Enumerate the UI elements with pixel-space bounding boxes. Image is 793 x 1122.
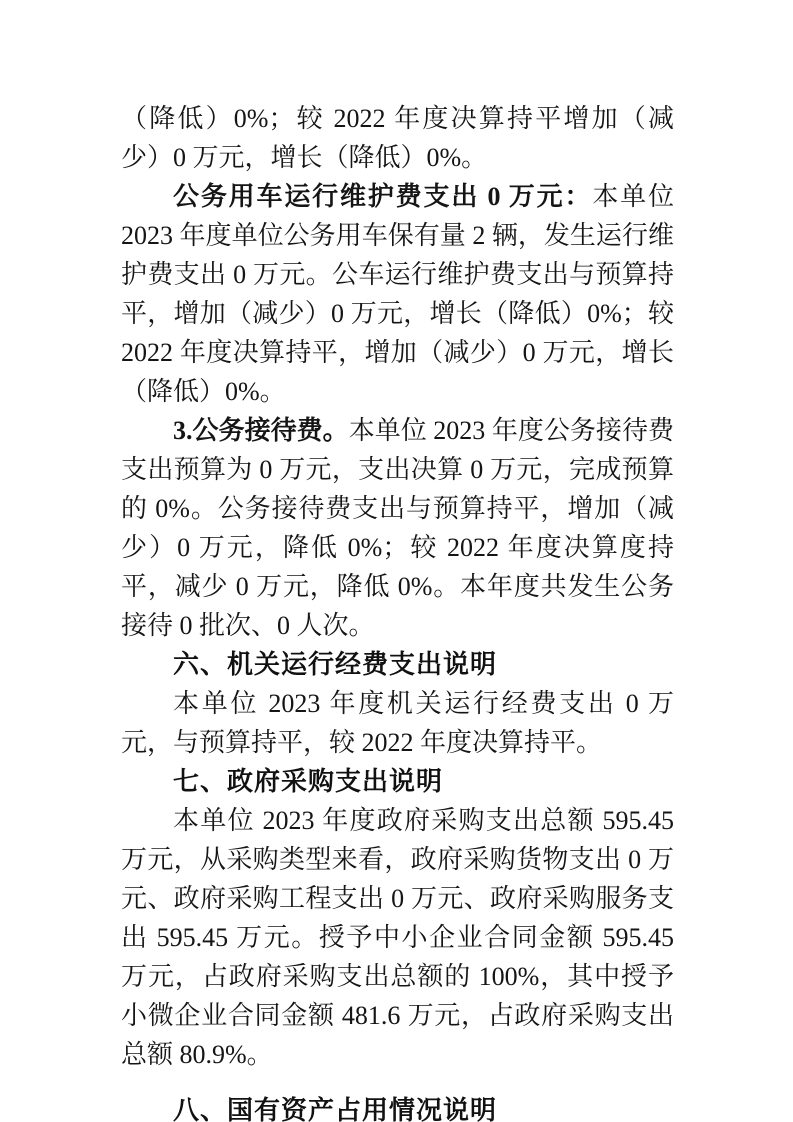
heading-section-7-government-procurement: 七、政府采购支出说明	[173, 766, 444, 796]
vehicle-maintenance-body: 本单位 2023 年度单位公务用车保有量 2 辆，发生运行维护费支出 0 万元。公车运行维护费支出与预算持平，增加（减少）0 万元，增长（降低）0%；较 2022 年度决算持平，增加（减少）0 万元，增长（降低）0%。	[121, 182, 674, 406]
document-content	[121, 99, 674, 1122]
paragraph-vehicle-maintenance	[121, 177, 674, 411]
paragraph-government-procurement: 本单位 2023 年度政府采购支出总额 595.45 万元，从采购类型来看，政府采购货物支出 0 万元、政府采购工程支出 0 万元、政府采购服务支出 595.45 万元。授予中小企业合同金额 595.45 万元，占政府采购支出总额的 100%，其中授予小微企业合同金额 481.6 万元，占政府采购支出总额 80.9%。	[121, 806, 674, 1069]
official-reception-body: 本单位 2023 年度公务接待费支出预算为 0 万元，支出决算 0 万元，完成预算的 0%。公务接待费支出与预算持平，增加（减少）0 万元，降低 0%；较 2022 年度决算度持平，减少 0 万元，降低 0%。本年度共发生公务接待 0 批次、0 人次。	[121, 416, 674, 640]
paragraph-official-reception	[121, 411, 674, 645]
official-reception-lead: 3.公务接待费。	[173, 416, 349, 445]
paragraph-carryover: （降低）0%；较 2022 年度决算持平增加（减少）0 万元，增长（降低）0%。	[121, 104, 674, 172]
heading-section-6-operating-funds: 六、机关运行经费支出说明	[173, 649, 498, 679]
vehicle-maintenance-lead: 公务用车运行维护费支出 0 万元：	[173, 182, 593, 211]
paragraph-operating-funds: 本单位 2023 年度机关运行经费支出 0 万元，与预算持平，较 2022 年度决算持平。	[121, 689, 674, 757]
heading-section-8-state-assets: 八、国有资产占用情况说明	[173, 1095, 498, 1122]
